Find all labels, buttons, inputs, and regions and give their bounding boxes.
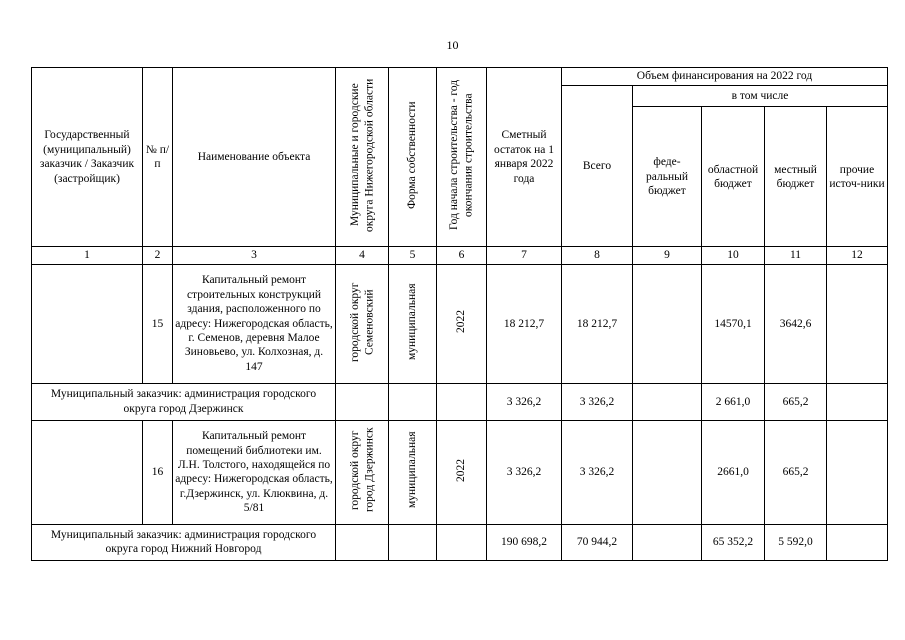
col-number: 7	[487, 247, 562, 264]
customer-total: 70 944,2	[562, 524, 633, 560]
empty-cell	[437, 524, 487, 560]
row-year	[437, 420, 487, 524]
col-number: 1	[32, 247, 143, 264]
header-federal: феде-ральный бюджет	[633, 107, 702, 247]
customer-label: Муниципальный заказчик: администрация городского округа город Дзержинск	[32, 383, 336, 420]
header-funding: Объем финансирования на 2022 год	[562, 68, 888, 86]
customer-federal	[633, 383, 702, 420]
table-row	[32, 420, 888, 524]
row-federal	[633, 264, 702, 383]
customer-label: Муниципальный заказчик: администрация городского округа город Нижний Новгород	[32, 524, 336, 560]
row-municipal	[336, 420, 389, 524]
col-number: 8	[562, 247, 633, 264]
row-local: 665,2	[765, 420, 827, 524]
row-municipal-text: городской округ Семеновский	[348, 281, 375, 362]
col-number: 3	[173, 247, 336, 264]
col-number: 10	[702, 247, 765, 264]
customer-row	[32, 383, 888, 420]
row-balance: 3 326,2	[487, 420, 562, 524]
row-year	[437, 264, 487, 383]
empty-cell	[336, 383, 389, 420]
row-ownership-text: муниципальная	[406, 283, 419, 360]
customer-total: 3 326,2	[562, 383, 633, 420]
customer-other	[827, 383, 888, 420]
header-other: прочие источ-ники	[827, 107, 888, 247]
col-number: 11	[765, 247, 827, 264]
header-customer: Государственный (муниципальный) заказчик / Заказчик (застройщик)	[32, 68, 143, 247]
header-including: в том числе	[633, 86, 888, 107]
header-object-name: Наименование объекта	[173, 68, 336, 247]
col-number: 5	[389, 247, 437, 264]
row-ownership-text: муниципальная	[406, 431, 419, 509]
funding-table	[31, 67, 888, 561]
row-total: 18 212,7	[562, 264, 633, 383]
table-row	[32, 264, 888, 383]
empty-cell	[437, 383, 487, 420]
header-num: № п/п	[143, 68, 173, 247]
row-regional: 2661,0	[702, 420, 765, 524]
customer-balance: 190 698,2	[487, 524, 562, 560]
row-object-name: Капитальный ремонт помещений библиотеки им. Л.Н. Толстого, находящейся по адресу: Нижегородская область, г.Дзержинск, ул. Клюквина, д. 5/81	[173, 420, 336, 524]
customer-regional: 2 661,0	[702, 383, 765, 420]
row-other	[827, 420, 888, 524]
column-number-row	[32, 247, 888, 264]
customer-local: 665,2	[765, 383, 827, 420]
header-balance: Сметный остаток на 1 января 2022 года	[487, 68, 562, 247]
customer-regional: 65 352,2	[702, 524, 765, 560]
col-number: 2	[143, 247, 173, 264]
header-regional: областной бюджет	[702, 107, 765, 247]
col-number: 6	[437, 247, 487, 264]
row-object-name: Капитальный ремонт строительных конструкций здания, расположенного по адресу: Нижегородская область, г. Семенов, деревня Малое Зиновьево, ул. Колхозная, д. 147	[173, 264, 336, 383]
row-year-text: 2022	[455, 458, 468, 482]
row-year-text: 2022	[455, 310, 468, 334]
row-num: 15	[143, 264, 173, 383]
empty-cell	[389, 524, 437, 560]
row-ownership	[389, 420, 437, 524]
header-local: местный бюджет	[765, 107, 827, 247]
customer-federal	[633, 524, 702, 560]
row-total: 3 326,2	[562, 420, 633, 524]
header-years-text: Год начала строительства - год окончания строительства	[448, 79, 475, 231]
header-total: Всего	[562, 86, 633, 247]
row-federal	[633, 420, 702, 524]
row-customer-empty	[32, 420, 143, 524]
header-municipal-text: Муниципальные и городские округа Нижегородской области	[348, 78, 375, 232]
row-other	[827, 264, 888, 383]
empty-cell	[389, 383, 437, 420]
row-regional: 14570,1	[702, 264, 765, 383]
header-municipal	[336, 68, 389, 247]
customer-other	[827, 524, 888, 560]
row-local: 3642,6	[765, 264, 827, 383]
header-ownership-text: Форма собственности	[406, 101, 419, 209]
page-number: 10	[446, 38, 459, 52]
header-years	[437, 68, 487, 247]
row-balance: 18 212,7	[487, 264, 562, 383]
col-number: 9	[633, 247, 702, 264]
row-municipal-text: городской округ город Дзержинск	[348, 427, 375, 513]
row-ownership	[389, 264, 437, 383]
row-customer-empty	[32, 264, 143, 383]
row-num: 16	[143, 420, 173, 524]
customer-local: 5 592,0	[765, 524, 827, 560]
customer-row	[32, 524, 888, 560]
customer-balance: 3 326,2	[487, 383, 562, 420]
col-number: 12	[827, 247, 888, 264]
col-number: 4	[336, 247, 389, 264]
row-municipal	[336, 264, 389, 383]
empty-cell	[336, 524, 389, 560]
header-ownership	[389, 68, 437, 247]
